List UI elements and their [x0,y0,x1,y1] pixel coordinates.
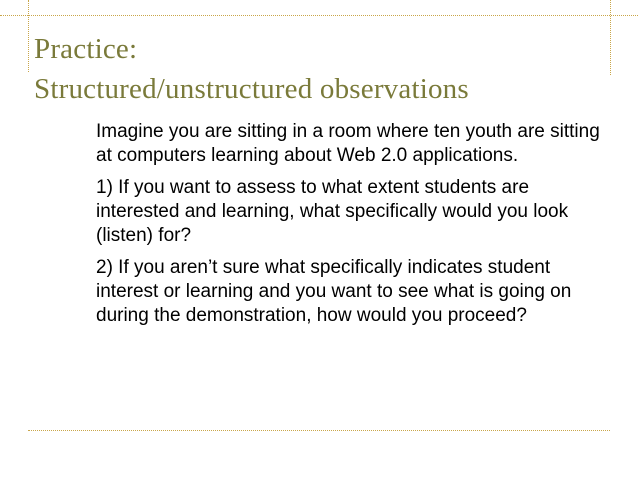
scenario-paragraph: Imagine you are sitting in a room where ten youth are sitting at computers learning about Web 2.0 applications. [96,121,600,166]
question-1-paragraph: 1) If you want to assess to what extent students are interested and learning, what specifically would you look (listen) for? [96,177,569,246]
slide-title-line-2: Structured/unstructured observations [34,73,469,105]
slide-title-line-1: Practice: [34,33,138,65]
slide-body [96,120,601,336]
top-dotted-rule [0,15,638,16]
question-2-paragraph: 2) If you aren’t sure what specifically indicates student interest or learning and you want to see what is going on during the demonstration, how would you proceed? [96,257,572,326]
left-dotted-rule [28,0,29,72]
slide-title [34,29,614,109]
bottom-dotted-rule [28,430,610,431]
